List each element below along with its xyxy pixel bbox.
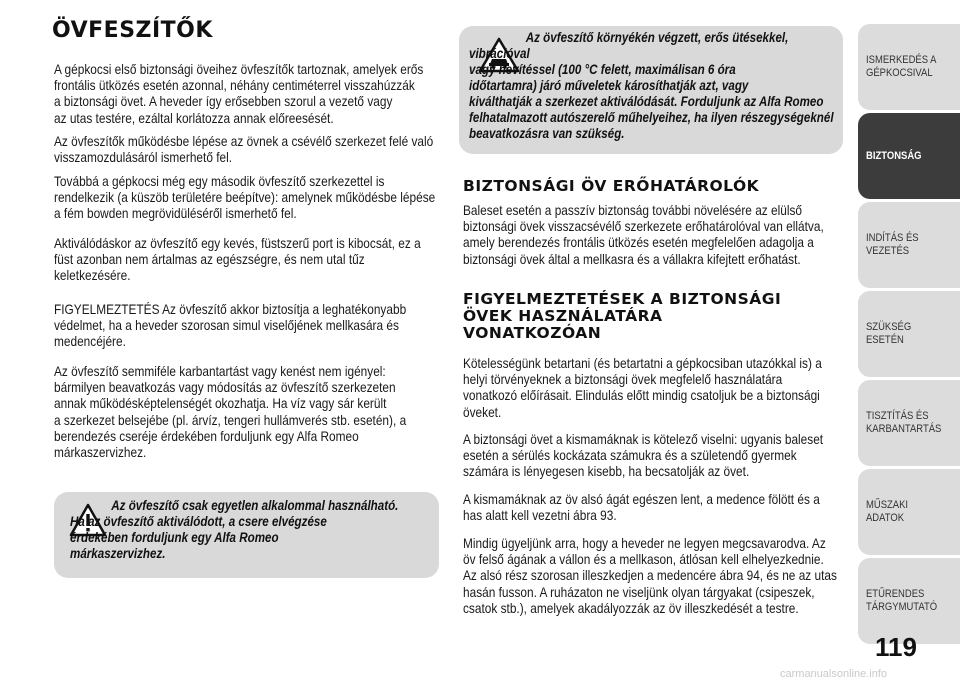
tab-muszaki[interactable] xyxy=(858,469,960,555)
tab-biztonsag[interactable] xyxy=(858,113,960,199)
tab-label: ETŰRENDES TÁRGYMUTATÓ xyxy=(866,588,938,613)
tab-label: SZÜKSÉG ESETÉN xyxy=(866,321,912,346)
tab-label: TISZTÍTÁS ÉS KARBANTARTÁS xyxy=(866,410,942,435)
tab-tisztitas[interactable] xyxy=(858,380,960,466)
paragraph: A gépkocsi első biztonsági öveihez övfeszítők tartoznak, amelyek erős frontális ütközés esetén azonnal, néhány centiméterrel visszahúzzák a biztonsági övet. A heveder így erősebben szorul a vezető vagy az utas testére, ezáltal korlátozza annak előreesését. xyxy=(54,62,424,126)
page-title: ÖVFESZÍTŐK xyxy=(52,18,213,43)
tab-label: INDÍTÁS ÉS VEZETÉS xyxy=(866,232,919,257)
page-number: 119 xyxy=(875,632,917,662)
paragraph: Az övfeszítők működésbe lépése az övnek a csévélő szerkezet felé való visszamozdulásáról ismerhető fel. xyxy=(54,134,434,166)
tab-label: ISMERKEDÉS A GÉPKOCSIVAL xyxy=(866,54,937,79)
tab-ismerkedes[interactable] xyxy=(858,24,960,110)
paragraph: Mindig ügyeljünk arra, hogy a heveder ne legyen megcsavarodva. Az öv felső ágának a vállon és a mellkason, átlósan kell elhelyezkednie. Az alsó rész szorosan illeszkedjen a medencére ábra 94, és ne az utas hasán fusson. A ruházaton ne viseljünk olyan tárgyakat (csipeszek, csatok stb.), amelyek akadályozzák az öv illeszkedését a testre. xyxy=(463,536,837,616)
watermark: carmanualsonline.info xyxy=(780,668,888,680)
paragraph: Aktiválódáskor az övfeszítő egy kevés, füstszerű port is kibocsát, ez a füst azonban nem ártalmas az egészségre, és nem utal tűz keletkezésére. xyxy=(54,236,421,284)
section-title-line: VONATKOZÓAN xyxy=(463,324,602,342)
paragraph: Baleset esetén a passzív biztonság további növelésére az elülső biztonsági övek visszacsévélő szerkezete erőhatárolóval van ellátva, amely berendezés frontális ütközés esetén megfelelően adagolja a biztonsági övek által a mellkasra és a vállakra kifejtett erőhatást. xyxy=(463,203,824,267)
section-title: BIZTONSÁGI ÖV ERŐHATÁROLÓK xyxy=(463,177,760,195)
paragraph: FIGYELMEZTETÉS Az övfeszítő akkor biztosítja a leghatékonyabb védelmet, ha a heveder szorosan simul viselőjének mellkasára és medencéjére. xyxy=(54,302,407,350)
warning-box xyxy=(459,26,843,154)
paragraph: Az övfeszítő semmiféle karbantartást vagy kenést nem igényel: bármilyen beavatkozás vagy módosítás az övfeszítő szerkezeten annak működésképtelenségét okozhatja. Ha víz vagy sár került a szerkezet belsejébe (pl. árvíz, tengeri hullámverés stb. esetén), a berendezés cseréje érdekében forduljunk egy Alfa Romeo márkaszervizhez. xyxy=(54,364,407,461)
paragraph: A biztonsági övet a kismamáknak is kötelező viselni: ugyanis baleset esetén a sérülés kockázata számukra és a születendő gyermek számára is lényegesen kisebb, ha becsatolják az övet. xyxy=(463,432,824,480)
tab-szukseg[interactable] xyxy=(858,291,960,377)
warning-text: Az övfeszítő környékén végzett, erős ütésekkel, vibrációval vagy hevítéssel (100 °C felett, maximálisan 6 óra időtartamra) járó műveletek károsíthatják azt, vagy kiválthatják a szerkezet aktiválódását. Forduljunk az Alfa Romeo felhatalmazott autószerelő műhelyeihez, ha ilyen részegységeknél beavatkozásra van szükség. xyxy=(469,30,834,141)
tab-label: MŰSZAKI ADATOK xyxy=(866,499,909,524)
section-title-line: ÖVEK HASZNÁLATÁRA xyxy=(463,307,663,325)
tab-label: BIZTONSÁG xyxy=(866,149,922,162)
warning-text: Az övfeszítő csak egyetlen alkalommal használható. Ha az övfeszítő aktiválódott, a csere elvégzése érdekében forduljunk egy Alfa Romeo márkaszervizhez. xyxy=(70,498,399,561)
tab-inditas[interactable] xyxy=(858,202,960,288)
section-title-line: FIGYELMEZTETÉSEK A BIZTONSÁGI xyxy=(463,290,782,308)
warning-box xyxy=(54,492,439,578)
paragraph: Kötelességünk betartani (és betartatni a gépkocsiban utazókkal is) a helyi törvényeknek a biztonsági övek megfelelő használatára vonatkozó előírásait. Elindulás előtt mindig csatoljuk be a biztonsági öveket. xyxy=(463,356,822,420)
paragraph: Továbbá a gépkocsi még egy második övfeszítő szerkezettel is rendelkezik (a küszöb területére beépítve): amelynek működésbe lépése a fém bowden megrövidüléséről ismerhető fel. xyxy=(54,174,436,222)
paragraph: A kismamáknak az öv alsó ágát egészen lent, a medence fölött és a has alatt kell vezetni ábra 93. xyxy=(463,492,820,524)
